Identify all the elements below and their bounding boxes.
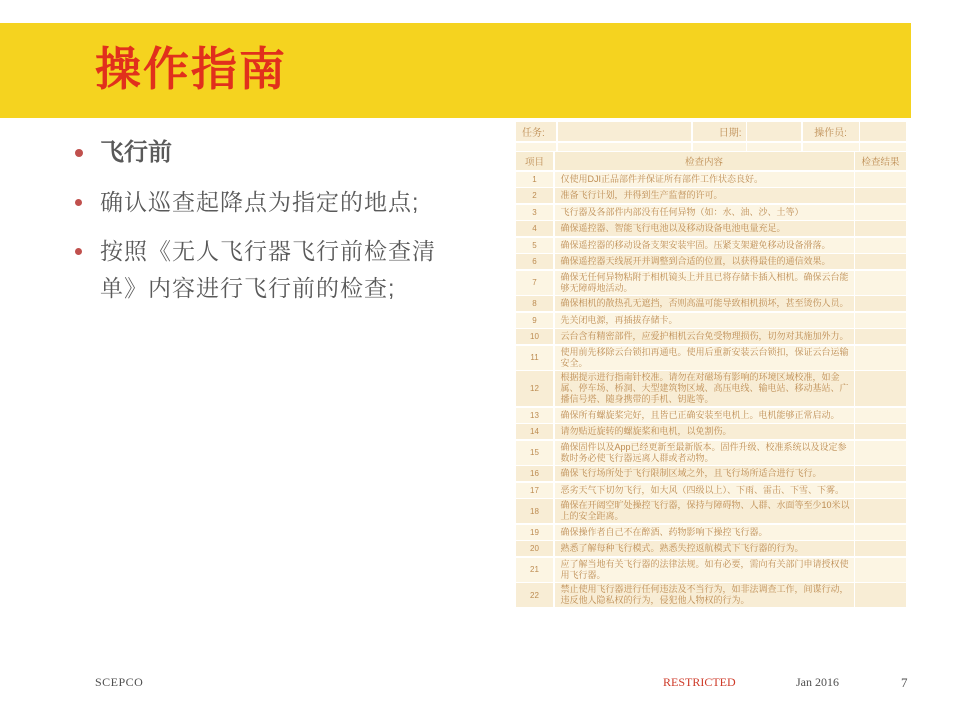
check-result-cell	[855, 172, 906, 187]
checklist-row	[516, 583, 906, 607]
check-content: 飞行器及各部件内部没有任何异物（如：水、油、沙、土等）	[555, 205, 854, 220]
item-number: 20	[516, 541, 553, 556]
bullet-item	[72, 184, 440, 221]
checklist-row	[516, 205, 906, 220]
check-result-cell	[855, 313, 906, 328]
check-result-cell	[855, 221, 906, 236]
checklist-row	[516, 271, 906, 295]
checklist-row	[516, 466, 906, 481]
task-value-cell	[558, 122, 692, 141]
item-number: 12	[516, 371, 553, 406]
checklist-row	[516, 499, 906, 523]
check-content: 准备飞行计划，并得到生产监督的许可。	[555, 188, 854, 203]
item-number: 21	[516, 558, 553, 582]
item-number: 11	[516, 346, 553, 370]
checklist-row	[516, 541, 906, 556]
bullet-item	[72, 233, 440, 307]
check-result-cell	[855, 466, 906, 481]
check-content: 确保操作者自己不在醉酒、药物影响下操控飞行器。	[555, 525, 854, 540]
item-number: 8	[516, 296, 553, 311]
item-number: 4	[516, 221, 553, 236]
date-value-cell	[747, 122, 801, 141]
check-result-cell	[855, 499, 906, 523]
bullet-item-text: 按照《无人飞行器飞行前检查清单》内容进行飞行前的检查;	[100, 238, 436, 301]
item-number: 7	[516, 271, 553, 295]
check-result-cell	[855, 424, 906, 439]
footer-classification: RESTRICTED	[663, 675, 736, 689]
operator-label: 操作员:	[803, 122, 859, 141]
item-number: 6	[516, 254, 553, 269]
checklist-row	[516, 238, 906, 253]
check-content: 使用前先移除云台锁扣再通电。使用后重新安装云台锁扣，保证云台运输安全。	[555, 346, 854, 370]
checklist-meta	[516, 122, 906, 151]
check-result-cell	[855, 408, 906, 423]
check-content: 请勿贴近旋转的螺旋桨和电机，以免割伤。	[555, 424, 854, 439]
checklist-row	[516, 424, 906, 439]
check-content: 禁止使用飞行器进行任何违法及不当行为，如非法调查工作，间谍行动，违反他人隐私权的行为，侵犯他人物权的行为。	[555, 583, 854, 607]
checklist-row	[516, 346, 906, 370]
bullet-heading	[72, 138, 440, 168]
bullet-heading-text: 飞行前	[100, 139, 172, 166]
column-header-item: 项目	[516, 152, 553, 170]
checklist-row	[516, 483, 906, 498]
meta-blank-cell	[860, 143, 906, 151]
check-result-cell	[855, 271, 906, 295]
checklist-row	[516, 371, 906, 406]
item-number: 18	[516, 499, 553, 523]
checklist-rows	[516, 172, 906, 608]
check-content: 云台含有精密部件，应爱护相机云台免受物理损伤，切勿对其施加外力。	[555, 329, 854, 344]
check-result-cell	[855, 188, 906, 203]
check-content: 熟悉了解每种飞行模式。熟悉失控返航模式下飞行器的行为。	[555, 541, 854, 556]
check-content: 确保所有螺旋桨完好，且皆已正确安装至电机上。电机能够正常启动。	[555, 408, 854, 423]
checklist-row	[516, 188, 906, 203]
check-result-cell	[855, 346, 906, 370]
task-label: 任务:	[516, 122, 556, 141]
checklist-row	[516, 408, 906, 423]
item-number: 9	[516, 313, 553, 328]
checklist-row	[516, 441, 906, 465]
item-number: 1	[516, 172, 553, 187]
item-number: 10	[516, 329, 553, 344]
item-number: 19	[516, 525, 553, 540]
meta-blank-cell	[516, 143, 556, 151]
check-result-cell	[855, 205, 906, 220]
check-content: 根据提示进行指南针校准。请勿在对磁场有影响的环境区域校准，如金属、停车场、桥洞、大型建筑物区域、高压电线、输电站、移动基站、广播信号塔、随身携带的手机、钥匙等。	[555, 371, 854, 406]
check-content: 确保固件以及App已经更新至最新版本。固件升级、校准系统以及设定参数时务必使飞行器远离人群或者动物。	[555, 441, 854, 465]
check-result-cell	[855, 441, 906, 465]
checklist-row	[516, 313, 906, 328]
checklist-row	[516, 525, 906, 540]
checklist-table	[516, 122, 906, 609]
footer-company: SCEPCO	[95, 675, 144, 689]
checklist-header	[516, 152, 906, 170]
item-number: 16	[516, 466, 553, 481]
checklist-row	[516, 172, 906, 187]
meta-blank-cell	[803, 143, 859, 151]
date-label: 日期:	[693, 122, 746, 141]
check-content: 确保遥控器、智能飞行电池以及移动设备电池电量充足。	[555, 221, 854, 236]
check-result-cell	[855, 238, 906, 253]
check-result-cell	[855, 296, 906, 311]
bullet-icon	[75, 149, 83, 157]
check-content: 确保遥控器天线展开并调整到合适的位置，以获得最佳的通信效果。	[555, 254, 854, 269]
check-result-cell	[855, 483, 906, 498]
bullet-list	[72, 138, 472, 319]
item-number: 14	[516, 424, 553, 439]
check-content: 确保无任何异物粘附于相机镜头上并且已将存储卡插入相机。确保云台能够无障碍地活动。	[555, 271, 854, 295]
check-content: 确保飞行场所处于飞行限制区域之外，且飞行场所适合进行飞行。	[555, 466, 854, 481]
item-number: 13	[516, 408, 553, 423]
check-result-cell	[855, 525, 906, 540]
check-content: 确保在开阔空旷处操控飞行器，保持与障碍物、人群、水面等至少10米以上的安全距离。	[555, 499, 854, 523]
item-number: 15	[516, 441, 553, 465]
check-content: 应了解当地有关飞行器的法律法规。如有必要，需向有关部门申请授权使用飞行器。	[555, 558, 854, 582]
meta-blank-cell	[558, 143, 692, 151]
item-number: 5	[516, 238, 553, 253]
page-number: 7	[901, 675, 908, 690]
meta-blank-cell	[747, 143, 801, 151]
check-content: 恶劣天气下切勿飞行，如大风（四级以上）、下雨、雷击、下雪、下雾。	[555, 483, 854, 498]
bullet-icon	[75, 199, 82, 206]
checklist-row	[516, 254, 906, 269]
check-result-cell	[855, 583, 906, 607]
check-result-cell	[855, 541, 906, 556]
check-content: 确保相机的散热孔无遮挡，否则高温可能导致相机损坏，甚至烫伤人员。	[555, 296, 854, 311]
title-band	[0, 23, 911, 118]
check-result-cell	[855, 254, 906, 269]
item-number: 22	[516, 583, 553, 607]
checklist-row	[516, 558, 906, 582]
checklist-row	[516, 221, 906, 236]
footer-date: Jan 2016	[796, 675, 839, 689]
column-header-result: 检查结果	[855, 152, 906, 170]
bullet-icon	[75, 248, 82, 255]
check-content: 仅使用DJI正品部件并保证所有部件工作状态良好。	[555, 172, 854, 187]
item-number: 17	[516, 483, 553, 498]
page-title: 操作指南	[95, 43, 287, 95]
check-content: 确保遥控器的移动设备支架安装牢固。压紧支架避免移动设备滑落。	[555, 238, 854, 253]
column-header-content: 检查内容	[555, 152, 854, 170]
meta-blank-cell	[693, 143, 746, 151]
checklist-row	[516, 329, 906, 344]
bullet-item-text: 确认巡查起降点为指定的地点;	[100, 189, 420, 215]
item-number: 2	[516, 188, 553, 203]
check-result-cell	[855, 329, 906, 344]
check-result-cell	[855, 558, 906, 582]
item-number: 3	[516, 205, 553, 220]
check-result-cell	[855, 371, 906, 406]
check-content: 先关闭电源，再插拔存储卡。	[555, 313, 854, 328]
checklist-row	[516, 296, 906, 311]
operator-value-cell	[860, 122, 906, 141]
